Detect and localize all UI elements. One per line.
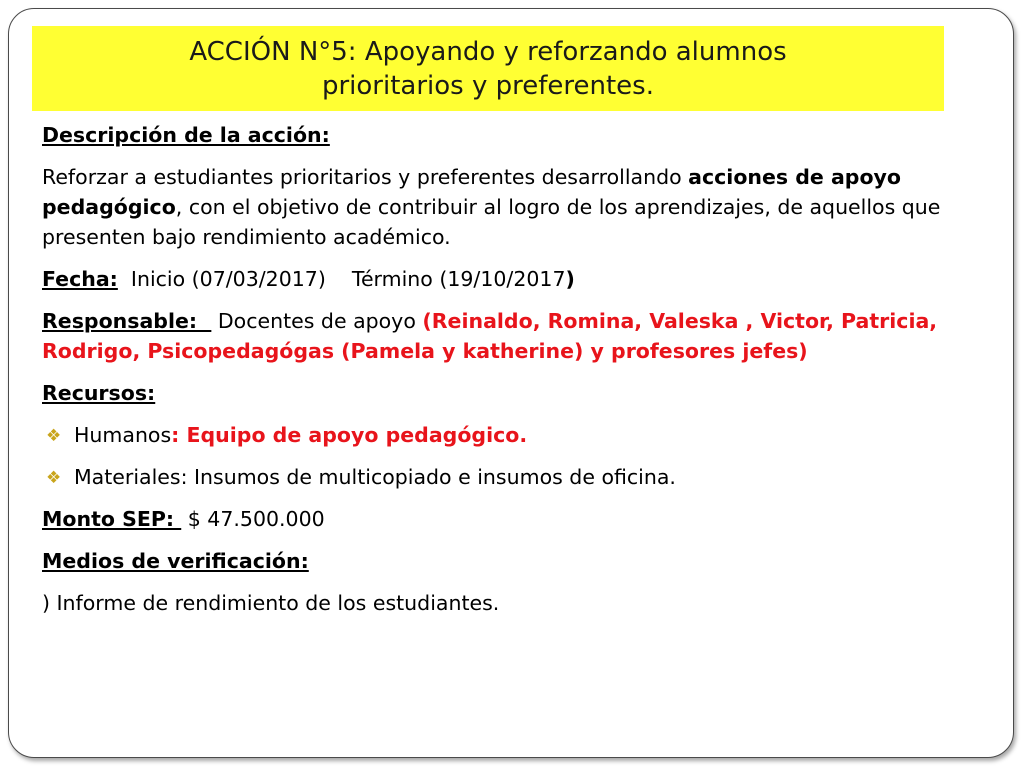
medios-item: ) Informe de rendimiento de los estudiantes.	[42, 591, 500, 615]
fecha-termino: Término (19/10/2017	[351, 267, 566, 291]
recursos-heading: Recursos:	[42, 381, 156, 405]
title-line-1: ACCIÓN N°5: Apoyando y reforzando alumnos	[189, 37, 787, 67]
diamond-bullet-icon: ❖	[46, 426, 62, 446]
recursos-humanos-item: ❖ Humanos: Equipo de apoyo pedagógico.	[42, 420, 977, 450]
fecha-inicio: Inicio (07/03/2017)	[130, 267, 326, 291]
fecha-line: Fecha: Inicio (07/03/2017) Término (19/10/2017)	[42, 267, 575, 291]
monto-line	[42, 504, 977, 534]
diamond-bullet-icon: ❖	[46, 468, 62, 488]
monto-value: $ 47.500.000	[181, 507, 325, 531]
responsable-names: (Reinaldo, Romina, Valeska , Victor, Patricia, Rodrigo, Psicopedagógas (Pamela y katherine) y profesores jefes)	[42, 309, 938, 363]
responsable-label: Responsable:	[42, 309, 212, 333]
description-heading: Descripción de la acción:	[42, 123, 330, 147]
monto-label: Monto SEP:	[42, 507, 182, 531]
description-bold: acciones de apoyo pedagógico	[42, 165, 901, 219]
fecha-label: Fecha:	[42, 267, 118, 291]
title-line-2: prioritarios y preferentes.	[321, 71, 654, 101]
slide-title	[32, 26, 944, 103]
responsable-line: Responsable: Docentes de apoyo (Reinaldo, Romina, Valeska , Victor, Patricia, Rodrigo, Psicopedagógas (Pamela y katherine) y profesores jefes)	[42, 309, 938, 363]
medios-heading: Medios de verificación:	[42, 549, 309, 573]
recursos-materiales-item: ❖ Materiales: Insumos de multicopiado e insumos de oficina.	[42, 462, 977, 492]
slide-content	[42, 120, 977, 630]
description-text: Reforzar a estudiantes prioritarios y preferentes desarrollando acciones de apoyo pedagógico, con el objetivo de contribuir al logro de los aprendizajes, de aquellos que presenten bajo rendimiento académico.	[42, 165, 941, 249]
